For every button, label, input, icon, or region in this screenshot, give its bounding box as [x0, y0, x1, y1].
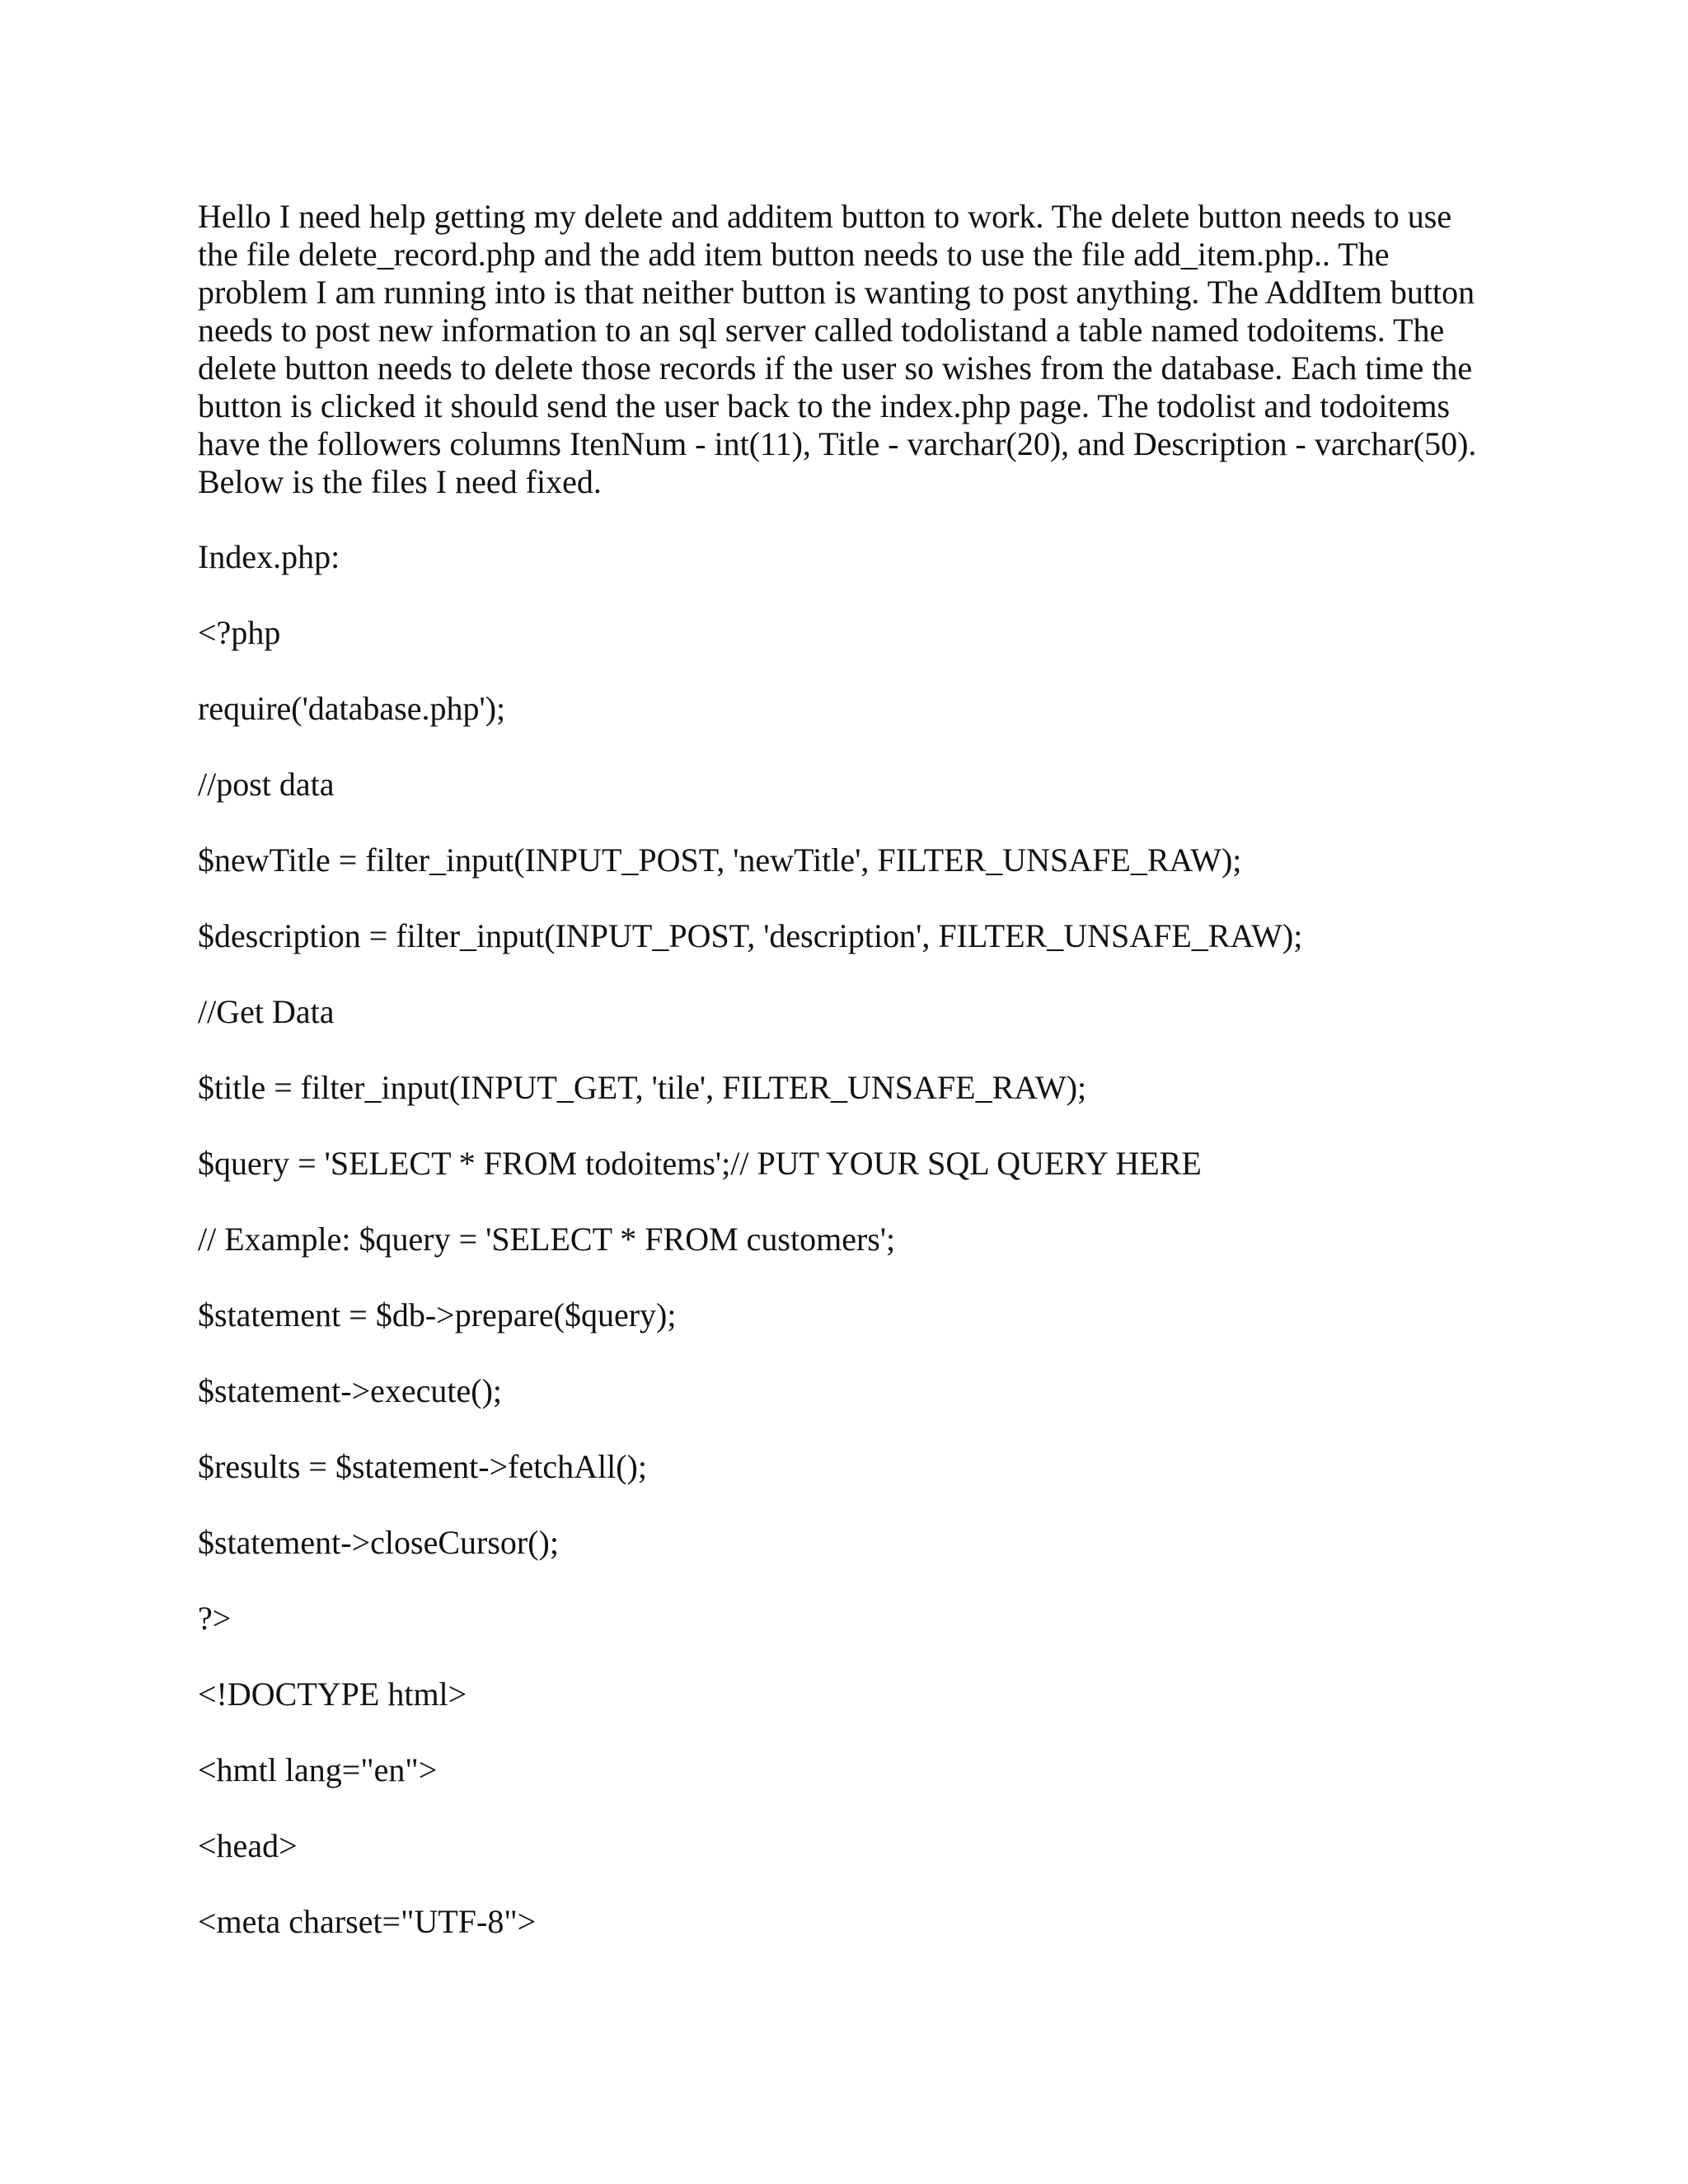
code-line: require('database.php');	[198, 690, 506, 727]
code-line: $description = filter_input(INPUT_POST, 'description', FILTER_UNSAFE_RAW);	[198, 917, 1303, 954]
code-line: $statement->closeCursor();	[198, 1524, 559, 1561]
intro-paragraph	[198, 198, 1500, 501]
code-line: ?>	[198, 1600, 232, 1637]
intro-line: delete button needs to delete those records if the user so wishes from the database. Each time the	[198, 349, 1473, 387]
intro-line: needs to post new information to an sql server called todolistand a table named todoitems. The	[198, 312, 1445, 349]
file-heading: Index.php:	[198, 538, 340, 575]
intro-line: the file delete_record.php and the add item button needs to use the file add_item.php.. The	[198, 236, 1390, 273]
code-line: $newTitle = filter_input(INPUT_POST, 'newTitle', FILTER_UNSAFE_RAW);	[198, 841, 1242, 879]
code-line: <meta charset="UTF-8">	[198, 1903, 537, 1940]
code-line: // Example: $query = 'SELECT * FROM customers';	[198, 1221, 896, 1258]
intro-line: have the followers columns ItenNum - int(11), Title - varchar(20), and Description - varchar(50).	[198, 425, 1477, 462]
code-line: $title = filter_input(INPUT_GET, 'tile', FILTER_UNSAFE_RAW);	[198, 1069, 1087, 1106]
code-line: //Get Data	[198, 993, 335, 1030]
code-line: <head>	[198, 1827, 298, 1864]
code-line: <hmtl lang="en">	[198, 1751, 438, 1788]
intro-line: Below is the files I need fixed.	[198, 463, 602, 500]
code-line: <?php	[198, 614, 281, 651]
code-line: $results = $statement->fetchAll();	[198, 1448, 647, 1485]
intro-line: Hello I need help getting my delete and additem button to work. The delete button needs to use	[198, 198, 1452, 235]
code-line: $statement = $db->prepare($query);	[198, 1296, 677, 1333]
intro-line: problem I am running into is that neither button is wanting to post anything. The AddItem button	[198, 274, 1475, 311]
code-line: <!DOCTYPE html>	[198, 1675, 467, 1713]
code-line: $statement->execute();	[198, 1372, 503, 1409]
code-line: $query = 'SELECT * FROM todoitems';// PUT YOUR SQL QUERY HERE	[198, 1145, 1202, 1182]
intro-line: button is clicked it should send the user back to the index.php page. The todolist and todoitems	[198, 387, 1451, 424]
code-line: //post data	[198, 766, 335, 803]
